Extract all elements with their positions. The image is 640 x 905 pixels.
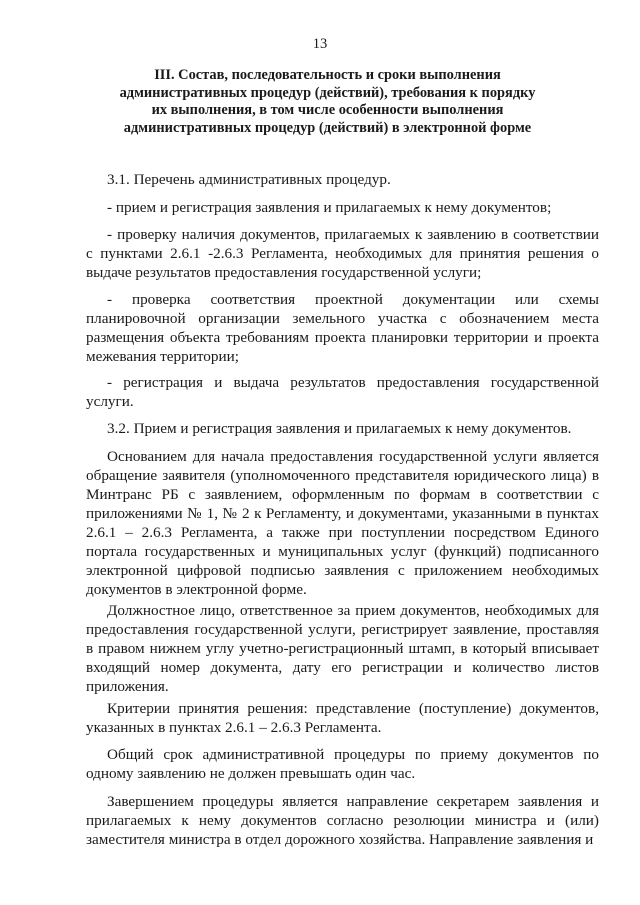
paragraph-list-item-4 <box>86 373 599 411</box>
paragraph-basis <box>86 447 599 599</box>
section-heading <box>100 67 555 137</box>
paragraph: Критерии принятия решения: представление (поступление) документов, указанных в пунктах 2.6.1 – 2.6.3 Регламента. <box>86 700 599 736</box>
paragraph-3-2 <box>86 419 599 438</box>
paragraph: - проверку наличия документов, прилагаемых к заявлению в соответствии с пунктами 2.6.1 -2.6.3 Регламента, необходимых для принятия решения о выдаче результатов предоставления государственной услуги; <box>86 226 599 281</box>
paragraph: - регистрация и выдача результатов предоставления государственной услуги. <box>86 374 599 410</box>
paragraph-completion <box>86 792 599 849</box>
page-number: 13 <box>312 36 328 52</box>
paragraph-criteria <box>86 699 599 737</box>
paragraph: Должностное лицо, ответственное за прием документов, необходимых для предоставления государственной услуги, регистрирует заявление, проставляя в правом нижнем углу учетно-регистрационный штамп, в который вписывает входящий номер документа, дату его регистрации и количество листов приложения. <box>86 602 599 695</box>
paragraph: - прием и регистрация заявления и прилагаемых к нему документов; <box>107 199 552 216</box>
paragraph: Завершением процедуры является направление секретарем заявления и прилагаемых к нему документов согласно резолюции министра и (или) заместителя министра в отдел дорожного хозяйства. Направление заявления и <box>86 793 599 848</box>
paragraph: - проверка соответствия проектной документации или схемы планировочной организации земельного участка с обозначением места размещения объекта требованиям проекта планировки территории и проекта межевания территории; <box>86 291 599 365</box>
paragraph: 3.1. Перечень административных процедур. <box>107 171 391 188</box>
paragraph-official <box>86 601 599 696</box>
heading-line: III. Состав, последовательность и сроки выполнения <box>154 67 501 83</box>
heading-line: их выполнения, в том числе особенности выполнения <box>151 102 504 118</box>
heading-line: административных процедур (действий), требования к порядку <box>119 84 536 101</box>
heading-line: административных процедур (действий) в электронной форме <box>123 119 532 136</box>
paragraph-list-item-2 <box>86 225 599 282</box>
paragraph-term <box>86 745 599 783</box>
paragraph-list-item-3 <box>86 290 599 366</box>
paragraph: Основанием для начала предоставления государственной услуги является обращение заявителя (уполномоченного представителя юридического лица) в Минтранс РБ с заявлением, оформленным по формам в соответствии с приложениями № 1, № 2 к Регламенту, и документами, указанными в пунктах 2.6.1 – 2.6.3 Регламента, а также при поступлении посредством Единого портала государственных и муниципальных услуг (функций) подписанного электронной цифровой подписью заявления с приложением необходимых документов в электронной форме. <box>86 448 599 598</box>
paragraph-3-1 <box>86 170 599 189</box>
paragraph: 3.2. Прием и регистрация заявления и прилагаемых к нему документов. <box>107 420 572 437</box>
paragraph-list-item-1 <box>86 198 599 217</box>
paragraph: Общий срок административной процедуры по приему документов по одному заявлению не должен превышать один час. <box>86 746 599 782</box>
